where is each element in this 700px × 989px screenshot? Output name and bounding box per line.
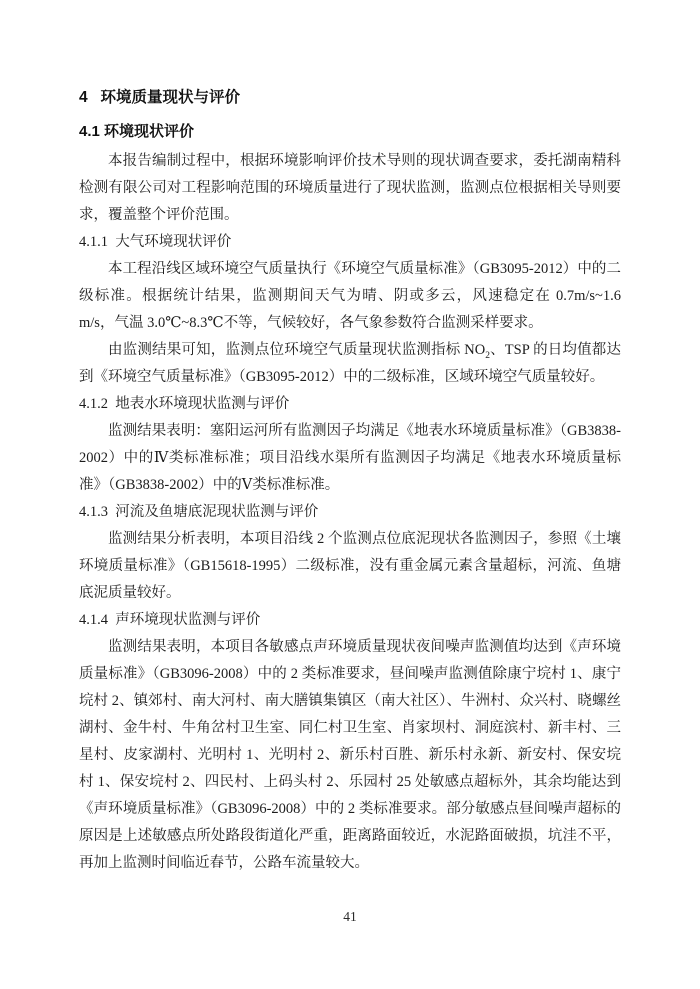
subsection-heading-4-1-2: 4.1.2 地表水环境现状监测与评价 — [79, 396, 290, 412]
subsection-heading-4-1-3: 4.1.3 河流及鱼塘底泥现状监测与评价 — [79, 504, 319, 520]
page-number: 41 — [343, 909, 357, 924]
section-heading-4-1: 4.1 环境现状评价 — [79, 123, 195, 140]
subsection-heading-4-1-4: 4.1.4 声环境现状监测与评价 — [79, 612, 261, 628]
sediment-paragraph: 监测结果分析表明，本项目沿线 2 个监测点位底泥现状各监测因子，参照《土壤环境质量标准》（GB15618-1995）二级标准，没有重金属元素含量超标，河流、鱼塘底泥质量较好。 — [79, 531, 621, 601]
chapter-heading: 4 环境质量现状与评价 — [79, 89, 241, 106]
subsection-heading-4-1-1: 4.1.1 大气环境现状评价 — [79, 234, 232, 250]
air-quality-paragraph-2-text-after-subscript: 、TSP 的日均值都达到《环境空气质量标准》（GB3095-2012）中的二级标准，区域环境空气质量较好。 — [79, 342, 621, 385]
air-quality-paragraph-1: 本工程沿线区域环境空气质量执行《环境空气质量标准》（GB3095-2012）中的二级标准。根据统计结果，监测期间天气为晴、阴或多云，风速稳定在 0.7m/s~1.6 m/s，气温 3.0℃~8.3℃不等，气候较好，各气象参数符合监测采样要求。 — [79, 261, 621, 331]
air-quality-paragraph-2 — [79, 337, 621, 391]
noise-paragraph: 监测结果表明，本项目各敏感点声环境质量现状夜间噪声监测值均达到《声环境质量标准》（GB3096-2008）中的 2 类标准要求，昼间噪声监测值除康宁垸村 1、康宁垸村 2、镇郊村、南大河村、南大膳镇集镇区（南大社区）、牛洲村、众兴村、晓螺丝湖村、金牛村、牛角岔村卫生室、同仁村卫生室、肖家坝村、洞庭滨村、新丰村、三星村、皮家湖村、光明村 1、光明村 2、新乐村百胜、新乐村永新、新安村、保安垸村 1、保安垸村 2、四民村、上码头村 2、乐园村 25 处敏感点超标外，其余均能达到《声环境质量标准》（GB3096-2008）中的 2 类标准要求。部分敏感点昼间噪声超标的原因是上述敏感点所处路段街道化严重，距离路面较近，水泥路面破损，坑洼不平，再加上监测时间临近春节，公路车流量较大。 — [79, 639, 621, 871]
surface-water-paragraph: 监测结果表明：塞阳运河所有监测因子均满足《地表水环境质量标准》（GB3838-2002）中的Ⅳ类标准标准；项目沿线水渠所有监测因子均满足《地表水环境质量标准》（GB3838-2002）中的Ⅴ类标准标准。 — [79, 423, 621, 493]
air-quality-paragraph-2-text-before-subscript: 由监测结果可知，监测点位环境空气质量现状监测指标 NO — [108, 342, 486, 358]
no2-subscript: 2 — [485, 350, 490, 361]
intro-paragraph: 本报告编制过程中，根据环境影响评价技术导则的现状调查要求，委托湖南精科检测有限公司对工程影响范围的环境质量进行了现状监测，监测点位根据相关导则要求，覆盖整个评价范围。 — [79, 153, 621, 223]
